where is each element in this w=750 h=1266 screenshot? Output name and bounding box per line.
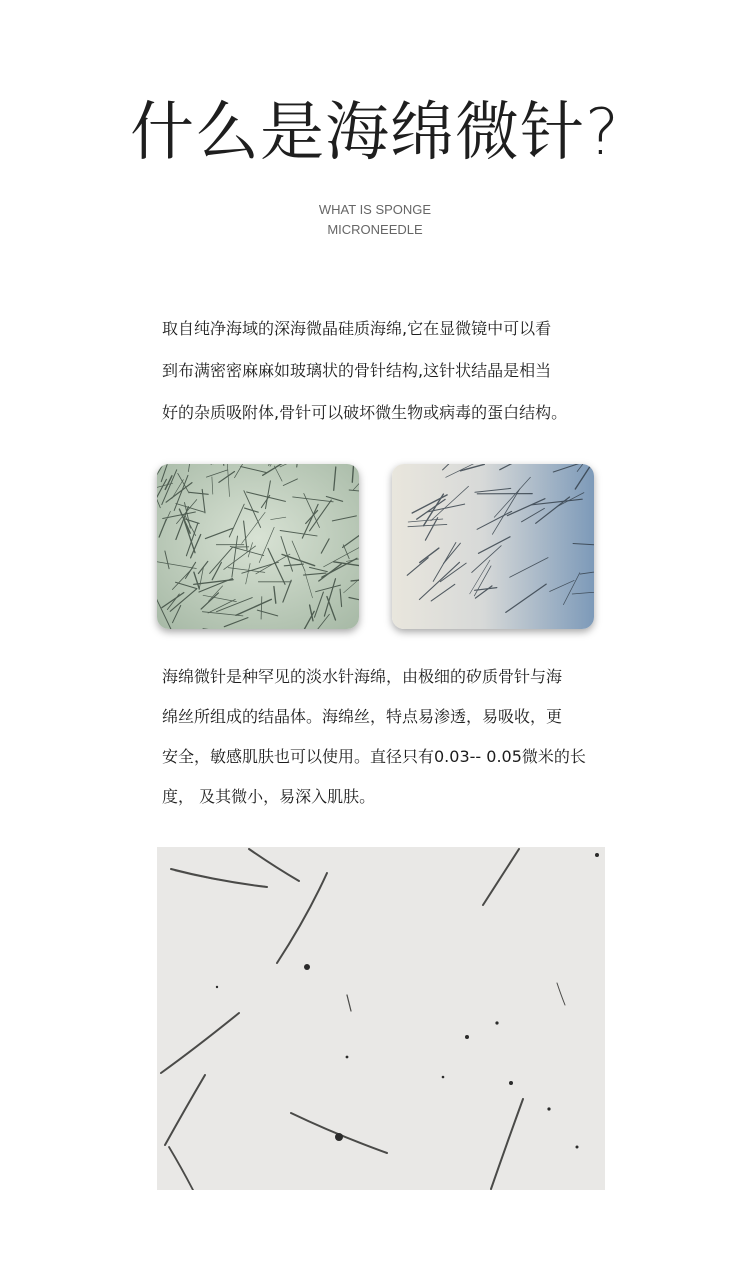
page-subtitle [0, 200, 750, 240]
page-title: 什么是海绵微针? [130, 96, 620, 170]
detail-line: 安全，敏感肌肤也可以使用。直径只有0.03-- 0.05微米的长 [162, 747, 586, 766]
detail-line: 度， 及其微小，易深入肌肤。 [162, 787, 376, 806]
detail-paragraph [162, 663, 612, 823]
microscope-photo-scattered-needles [157, 847, 605, 1190]
intro-line: 到布满密密麻麻如玻璃状的骨针结构,这针状结晶是相当 [162, 361, 552, 380]
intro-line: 好的杂质吸附体,骨针可以破坏微生物或病毒的蛋白结构。 [162, 403, 568, 422]
intro-paragraph [162, 313, 612, 439]
intro-line: 取自纯净海域的深海微晶硅质海绵,它在显微镜中可以看 [162, 319, 552, 338]
subtitle-line: MICRONEEDLE [327, 222, 423, 237]
detail-line: 绵丝所组成的结晶体。海绵丝，特点易渗透，易吸收，更 [162, 707, 563, 726]
microscope-photo-dense-needles [157, 464, 359, 629]
subtitle-line: WHAT IS SPONGE [318, 202, 432, 217]
microscope-photo-needle-cluster [392, 464, 594, 629]
detail-line: 海绵微针是种罕见的淡水针海绵，由极细的矽质骨针与海 [162, 667, 563, 686]
